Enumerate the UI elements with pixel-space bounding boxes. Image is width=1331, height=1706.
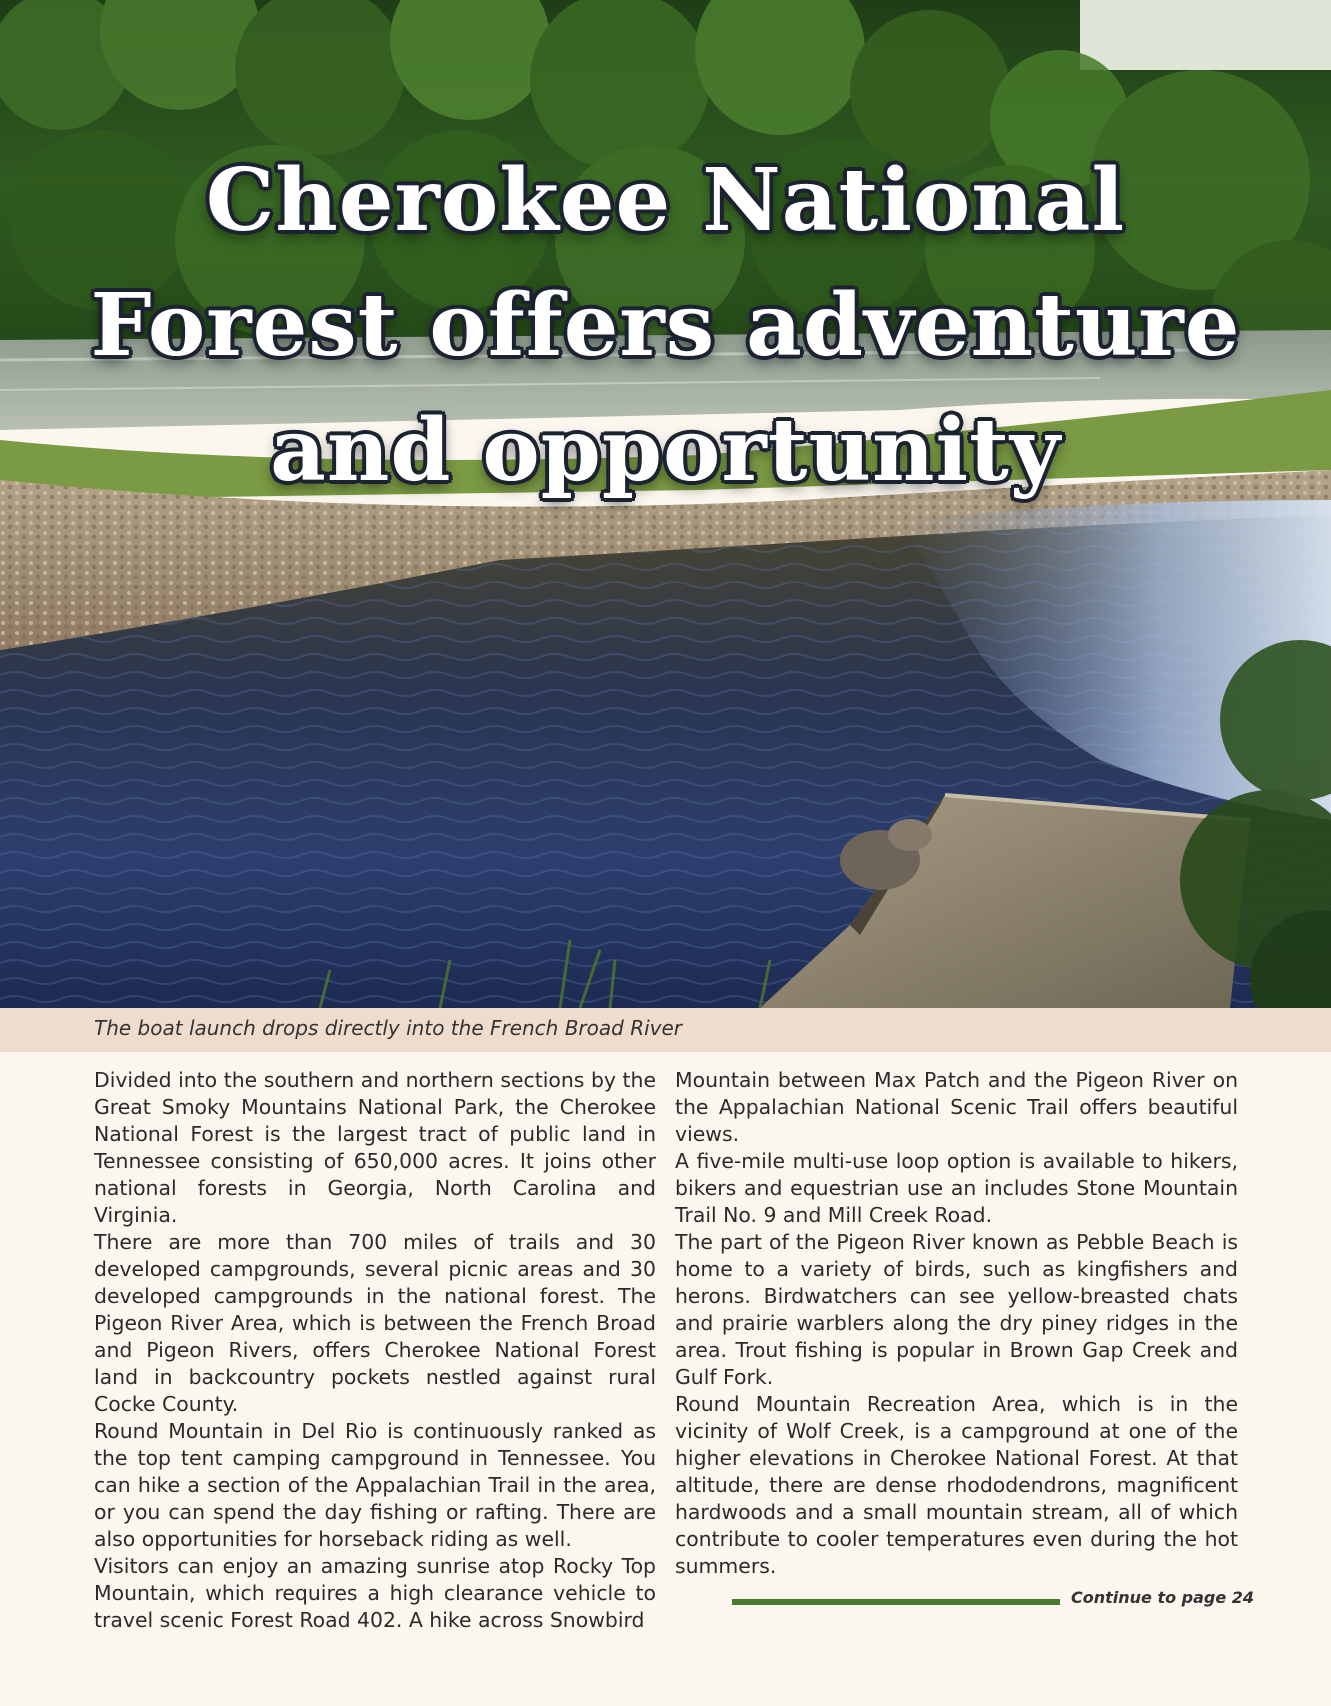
headline-line-1: Cherokee National [205,150,1126,251]
paragraph: Divided into the southern and northern sections by the Great Smoky Mountains National Park, the Cherokee National Forest is the largest tract of public land in Tennessee consisting of 650,000 acres. It joins other national forests in Georgia, North Carolina and Virginia. [94,1068,656,1227]
continue-rule [732,1599,1060,1605]
headline-line-2: Forest offers adventure [90,275,1241,376]
paragraph: Round Mountain Recreation Area, which is in the vicinity of Wolf Creek, is a campground at one of the higher elevations in Cherokee National Forest. At that altitude, there are dense rhododendrons, magnificent hardwoods and a small mountain stream, all of which contribute to cooler temperatures even during the hot summers. [675,1392,1238,1578]
paragraph: The part of the Pigeon River known as Pebble Beach is home to a variety of birds, such as kingfishers and herons. Birdwatchers can see yellow-breasted chats and prairie warblers along the dry piney ridges in the area. Trout fishing is popular in Brown Gap Creek and Gulf Fork. [675,1230,1238,1389]
paragraph: Round Mountain in Del Rio is continuously ranked as the top tent camping campground in Tennessee. You can hike a section of the Appalachian Trail in the area, or you can spend the day fishing or rafting. There are also opportunities for horseback riding as well. [94,1419,656,1551]
headline [0,138,1331,513]
headline-line-3: and opportunity [270,400,1061,501]
continue-note [732,1588,1255,1612]
article-column-right [675,1067,1238,1580]
paragraph: Visitors can enjoy an amazing sunrise atop Rocky Top Mountain, which requires a high clearance vehicle to travel scenic Forest Road 402. A hike across Snowbird [94,1554,656,1632]
paragraph: There are more than 700 miles of trails and 30 developed campgrounds, several picnic areas and 30 developed campgrounds in the national forest. The Pigeon River Area, which is between the French Broad and Pigeon Rivers, offers Cherokee National Forest land in backcountry pockets nestled against rural Cocke County. [94,1230,656,1416]
continue-link[interactable]: Continue to page 24 [1071,1588,1255,1607]
paragraph: Mountain between Max Patch and the Pigeon River on the Appalachian National Scenic Trail offers beautiful views. [675,1068,1238,1146]
article-column-left [94,1067,656,1634]
paragraph: A five-mile multi-use loop option is available to hikers, bikers and equestrian use an includes Stone Mountain Trail No. 9 and Mill Creek Road. [675,1149,1238,1227]
photo-caption: The boat launch drops directly into the French Broad River [94,1016,683,1040]
photo-caption-bar [0,1008,1331,1052]
